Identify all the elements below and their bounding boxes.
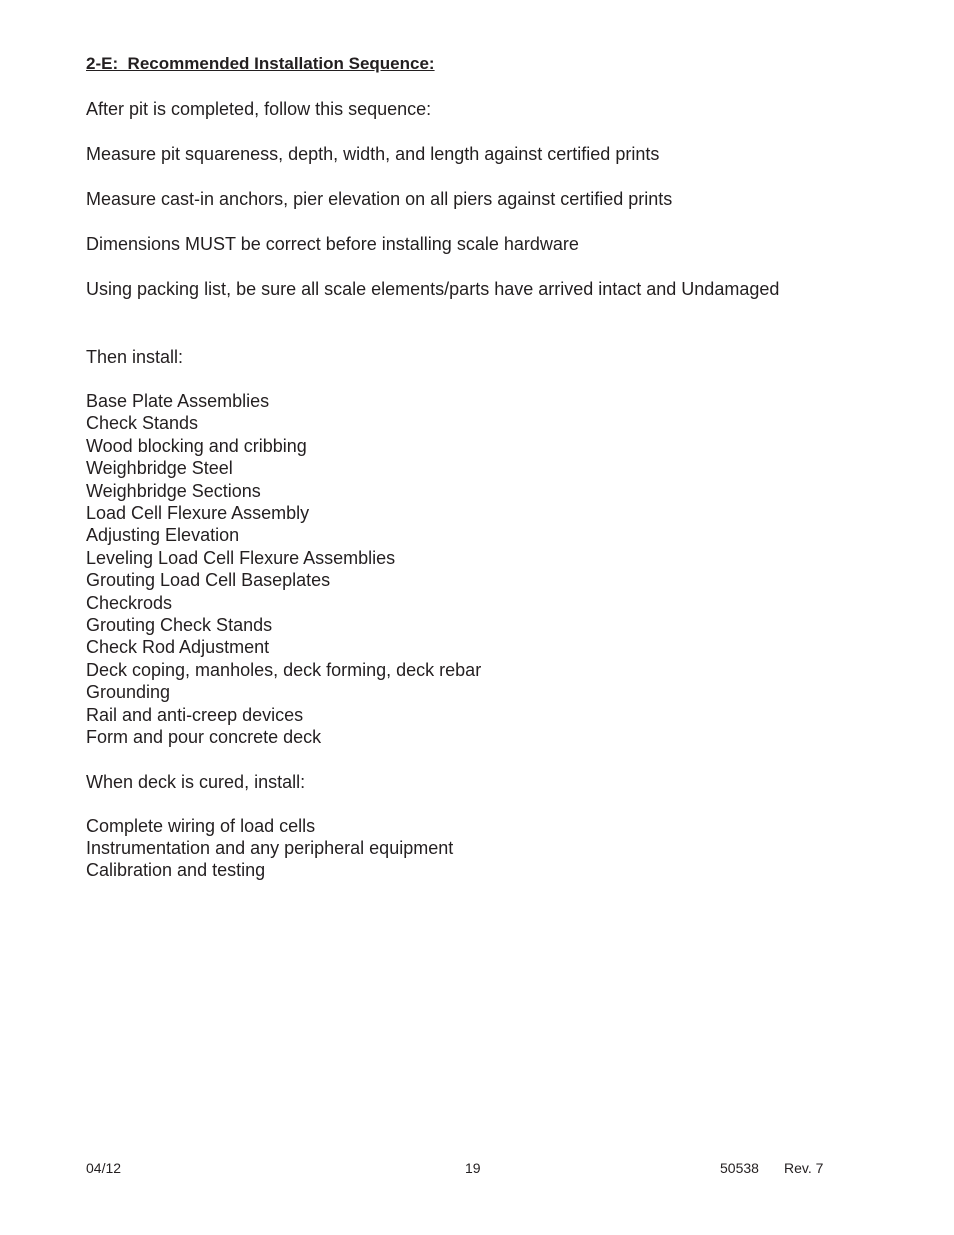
list-item: Weighbridge Sections [86, 480, 261, 501]
list-item: Grounding [86, 682, 171, 703]
prep-step-anchors: Measure cast-in anchors, pier elevation on all piers against certified prints [86, 189, 673, 209]
list-item: Calibration and testing [86, 860, 266, 881]
list-item: Grouting Check Stands [86, 615, 273, 636]
cured-install-list [86, 815, 886, 882]
cured-install-label: When deck is cured, install: [86, 771, 306, 792]
list-item: Check Stands [86, 413, 199, 434]
list-item: Grouting Load Cell Baseplates [86, 570, 331, 591]
list-item: Weighbridge Steel [86, 458, 233, 479]
intro-text: After pit is completed, follow this sequence: [86, 99, 432, 119]
section-heading: 2-E: Recommended Installation Sequence: [86, 54, 435, 73]
list-item: Deck coping, manholes, deck forming, deck rebar [86, 659, 482, 680]
prep-step-squareness: Measure pit squareness, depth, width, and length against certified prints [86, 144, 660, 164]
then-install-label: Then install: [86, 347, 184, 367]
list-item: Instrumentation and any peripheral equipment [86, 837, 454, 858]
list-item: Adjusting Elevation [86, 525, 240, 546]
list-item: Leveling Load Cell Flexure Assemblies [86, 547, 396, 568]
list-item: Form and pour concrete deck [86, 727, 322, 748]
prep-step-packing-list: Using packing list, be sure all scale elements/parts have arrived intact and Undamaged [86, 279, 780, 299]
document-body [86, 52, 886, 882]
list-item: Base Plate Assemblies [86, 391, 270, 411]
footer-doc-number: 50538 [720, 1160, 759, 1176]
list-item: Wood blocking and cribbing [86, 435, 307, 456]
footer-revision: Rev. 7 [784, 1160, 824, 1176]
install-list [86, 390, 886, 749]
footer-date: 04/12 [86, 1160, 122, 1176]
list-item: Check Rod Adjustment [86, 637, 270, 658]
footer-page-number: 19 [465, 1160, 481, 1176]
list-item: Checkrods [86, 592, 173, 613]
list-item: Load Cell Flexure Assembly [86, 503, 310, 524]
prep-step-dimensions: Dimensions MUST be correct before installing scale hardware [86, 234, 579, 254]
list-item: Complete wiring of load cells [86, 815, 316, 836]
list-item: Rail and anti-creep devices [86, 704, 304, 725]
